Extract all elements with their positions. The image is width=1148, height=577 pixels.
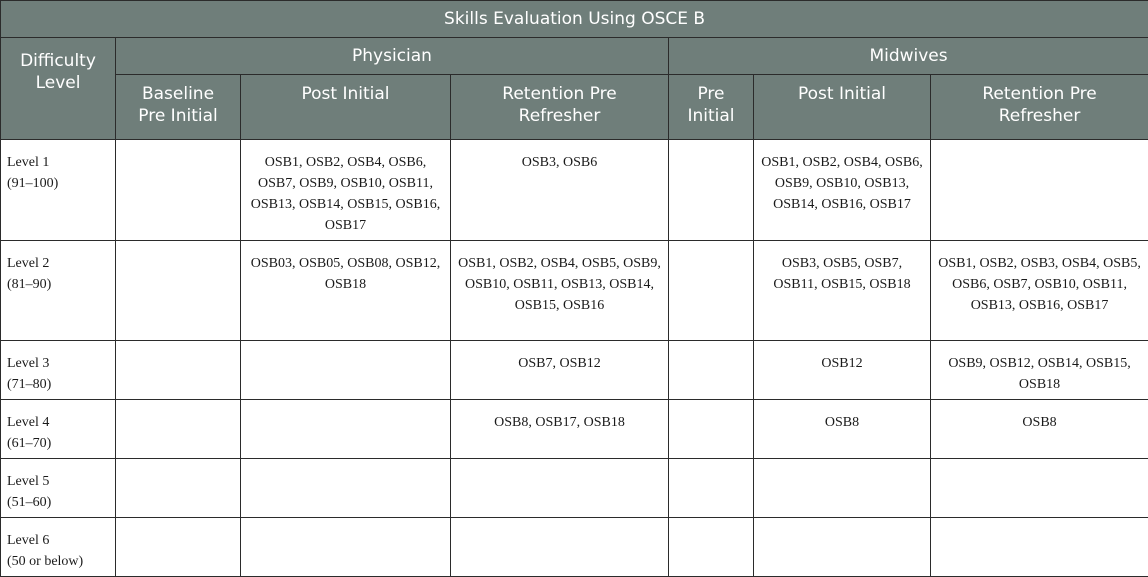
- midwives-post-initial-cell: OSB12: [754, 341, 931, 400]
- midwives-post-initial-cell: OSB1, OSB2, OSB4, OSB6, OSB9, OSB10, OSB13, OSB14, OSB16, OSB17: [754, 140, 931, 241]
- midwives-retention-cell: OSB9, OSB12, OSB14, OSB15, OSB18: [931, 341, 1148, 400]
- physician-retention-cell: [451, 459, 669, 518]
- midwives-pre-initial-cell: [669, 400, 754, 459]
- physician-post-initial-header: [241, 75, 451, 140]
- physician-post-initial-cell: OSB03, OSB05, OSB08, OSB12, OSB18: [241, 241, 451, 341]
- midwives-pre-initial-cell: [669, 241, 754, 341]
- level-cell: [1, 459, 116, 518]
- table-row-level-1: [1, 140, 1148, 241]
- level-range: (71–80): [7, 374, 109, 395]
- physician-baseline-cell: [116, 459, 241, 518]
- level-label: Level 5: [7, 471, 109, 492]
- midwives-post-initial-header: [754, 75, 931, 140]
- level-cell: [1, 140, 116, 241]
- difficulty-level-header: [1, 38, 116, 140]
- table-row-level-3: [1, 341, 1148, 400]
- midwives-retention-cell: [931, 459, 1148, 518]
- table-row-level-6: [1, 518, 1148, 577]
- level-range: (50 or below): [7, 551, 109, 572]
- level-cell: [1, 241, 116, 341]
- physician-baseline-pre-initial-header: [116, 75, 241, 140]
- header-line: Initial: [687, 106, 734, 126]
- level-range: (91–100): [7, 173, 109, 194]
- level-range: (61–70): [7, 433, 109, 454]
- physician-post-initial-cell: [241, 459, 451, 518]
- physician-retention-pre-refresher-header: [451, 75, 669, 140]
- physician-baseline-cell: [116, 400, 241, 459]
- level-label: Level 4: [7, 412, 109, 433]
- midwives-post-initial-cell: [754, 518, 931, 577]
- level-label: Level 3: [7, 353, 109, 374]
- header-line: Baseline: [142, 84, 214, 104]
- level-cell: [1, 518, 116, 577]
- physician-retention-cell: OSB8, OSB17, OSB18: [451, 400, 669, 459]
- midwives-pre-initial-cell: [669, 459, 754, 518]
- physician-post-initial-cell: [241, 400, 451, 459]
- table-title: Skills Evaluation Using OSCE B: [1, 1, 1148, 38]
- physician-retention-cell: OSB7, OSB12: [451, 341, 669, 400]
- table-row-level-4: [1, 400, 1148, 459]
- midwives-post-initial-cell: [754, 459, 931, 518]
- physician-post-initial-cell: [241, 518, 451, 577]
- table-row-level-2: [1, 241, 1148, 341]
- physician-baseline-cell: [116, 341, 241, 400]
- midwives-pre-initial-cell: [669, 518, 754, 577]
- physician-baseline-cell: [116, 518, 241, 577]
- difficulty-header-line-1: Difficulty: [20, 51, 96, 71]
- level-range: (81–90): [7, 274, 109, 295]
- table-row-level-5: [1, 459, 1148, 518]
- midwives-post-initial-cell: OSB3, OSB5, OSB7, OSB11, OSB15, OSB18: [754, 241, 931, 341]
- difficulty-header-line-2: Level: [36, 73, 81, 93]
- midwives-pre-initial-cell: [669, 341, 754, 400]
- physician-retention-cell: OSB1, OSB2, OSB4, OSB5, OSB9, OSB10, OSB11, OSB13, OSB14, OSB15, OSB16: [451, 241, 669, 341]
- physician-post-initial-cell: [241, 341, 451, 400]
- level-cell: [1, 400, 116, 459]
- physician-baseline-cell: [116, 140, 241, 241]
- midwives-retention-cell: OSB1, OSB2, OSB3, OSB4, OSB5, OSB6, OSB7, OSB10, OSB11, OSB13, OSB16, OSB17: [931, 241, 1148, 341]
- header-line: Refresher: [999, 106, 1081, 126]
- header-line: Pre Initial: [138, 106, 217, 126]
- header-line: Post Initial: [301, 84, 389, 104]
- midwives-retention-cell: [931, 518, 1148, 577]
- physician-baseline-cell: [116, 241, 241, 341]
- midwives-post-initial-cell: OSB8: [754, 400, 931, 459]
- midwives-pre-initial-cell: [669, 140, 754, 241]
- midwives-retention-pre-refresher-header: [931, 75, 1148, 140]
- physician-group-header: Physician: [116, 38, 669, 75]
- header-line: Post Initial: [798, 84, 886, 104]
- level-label: Level 6: [7, 530, 109, 551]
- midwives-pre-initial-header: [669, 75, 754, 140]
- midwives-retention-cell: [931, 140, 1148, 241]
- header-line: Refresher: [519, 106, 601, 126]
- header-line: Pre: [697, 84, 724, 104]
- level-label: Level 2: [7, 253, 109, 274]
- level-label: Level 1: [7, 152, 109, 173]
- header-line: Retention Pre: [502, 84, 616, 104]
- level-cell: [1, 341, 116, 400]
- midwives-group-header: Midwives: [669, 38, 1148, 75]
- physician-retention-cell: OSB3, OSB6: [451, 140, 669, 241]
- level-range: (51–60): [7, 492, 109, 513]
- physician-retention-cell: [451, 518, 669, 577]
- physician-post-initial-cell: OSB1, OSB2, OSB4, OSB6, OSB7, OSB9, OSB10, OSB11, OSB13, OSB14, OSB15, OSB16, OSB17: [241, 140, 451, 241]
- header-line: Retention Pre: [982, 84, 1096, 104]
- midwives-retention-cell: OSB8: [931, 400, 1148, 459]
